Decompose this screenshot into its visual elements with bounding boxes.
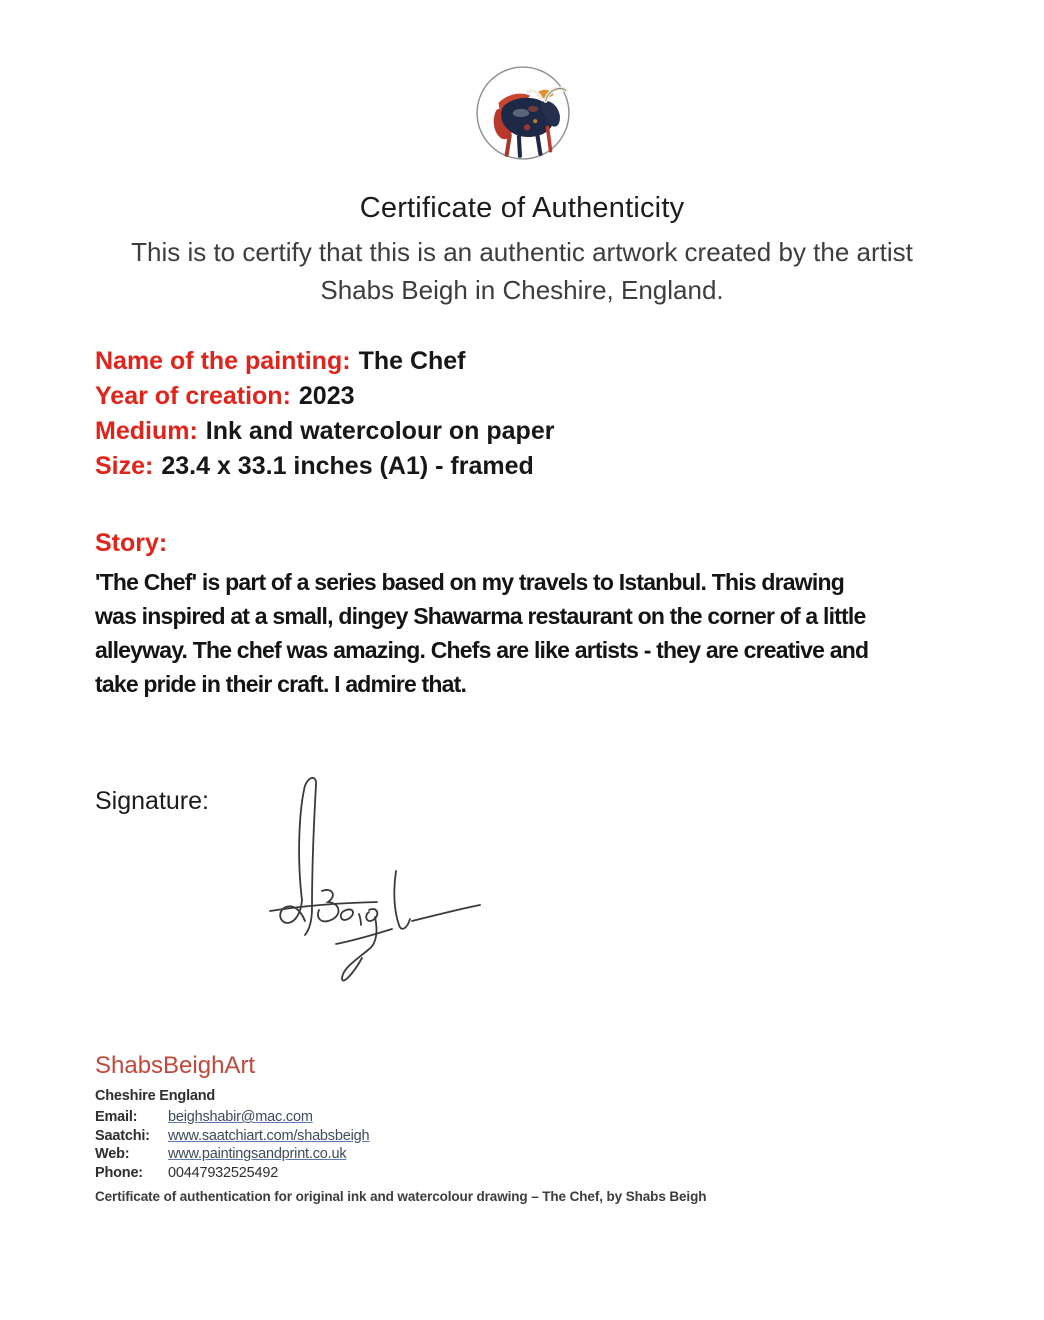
- story-line: take pride in their craft. I admire that.: [95, 671, 467, 697]
- detail-label: Size:: [95, 452, 154, 480]
- certificate-statement: [0, 233, 1044, 309]
- contact-block: [95, 1052, 369, 1182]
- detail-row-medium: [95, 414, 554, 449]
- story-line: was inspired at a small, dingey Shawarma restaurant on the corner of a little: [95, 603, 866, 629]
- footer-note: Certificate of authentication for original ink and watercolour drawing – The Chef, by Shabs Beigh: [95, 1189, 707, 1204]
- detail-row-year: [95, 379, 554, 414]
- statement-line-2: Shabs Beigh in Cheshire, England.: [320, 275, 724, 305]
- detail-label: Medium:: [95, 417, 198, 445]
- contact-label: Phone:: [95, 1164, 143, 1181]
- detail-value: Ink and watercolour on paper: [205, 417, 555, 445]
- contact-location: Cheshire England: [95, 1088, 216, 1104]
- website-link[interactable]: www.paintingsandprint.co.uk: [168, 1146, 347, 1162]
- detail-label: Name of the painting:: [95, 347, 351, 375]
- story-text: [95, 565, 868, 701]
- detail-row-size: [95, 449, 554, 484]
- story-line: alleyway. The chef was amazing. Chefs are like artists - they are creative and: [95, 637, 869, 663]
- detail-value: The Chef: [358, 347, 466, 375]
- email-link[interactable]: beighshabir@mac.com: [168, 1109, 313, 1125]
- brand-name: ShabsBeighArt: [95, 1052, 256, 1079]
- detail-label: Year of creation:: [95, 382, 291, 410]
- detail-value: 2023: [298, 382, 355, 410]
- story-heading: Story:: [95, 529, 168, 557]
- artwork-details: [95, 344, 554, 484]
- certificate-title: Certificate of Authenticity: [359, 192, 685, 224]
- artist-signature: [264, 758, 492, 1006]
- signature-label: Signature:: [95, 787, 209, 815]
- artist-bull-logo: [474, 64, 572, 162]
- contact-row-saatchi: [95, 1127, 369, 1146]
- contact-label: Web:: [95, 1146, 130, 1162]
- contact-label: Saatchi:: [95, 1127, 150, 1144]
- contact-row-web: [95, 1145, 369, 1164]
- contact-row-email: [95, 1108, 369, 1127]
- story-line: 'The Chef' is part of a series based on my travels to Istanbul. This drawing: [95, 569, 844, 595]
- statement-line-1: This is to certify that this is an authentic artwork created by the artist: [131, 237, 913, 267]
- detail-value: 23.4 x 33.1 inches (A1) - framed: [161, 452, 534, 480]
- bull-logo-icon: [474, 64, 572, 162]
- contact-label: Email:: [95, 1109, 138, 1125]
- detail-row-name: [95, 344, 554, 379]
- contact-row-phone: [95, 1164, 369, 1183]
- saatchi-link[interactable]: www.saatchiart.com/shabsbeigh: [168, 1127, 370, 1144]
- phone-number: 00447932525492: [168, 1164, 279, 1181]
